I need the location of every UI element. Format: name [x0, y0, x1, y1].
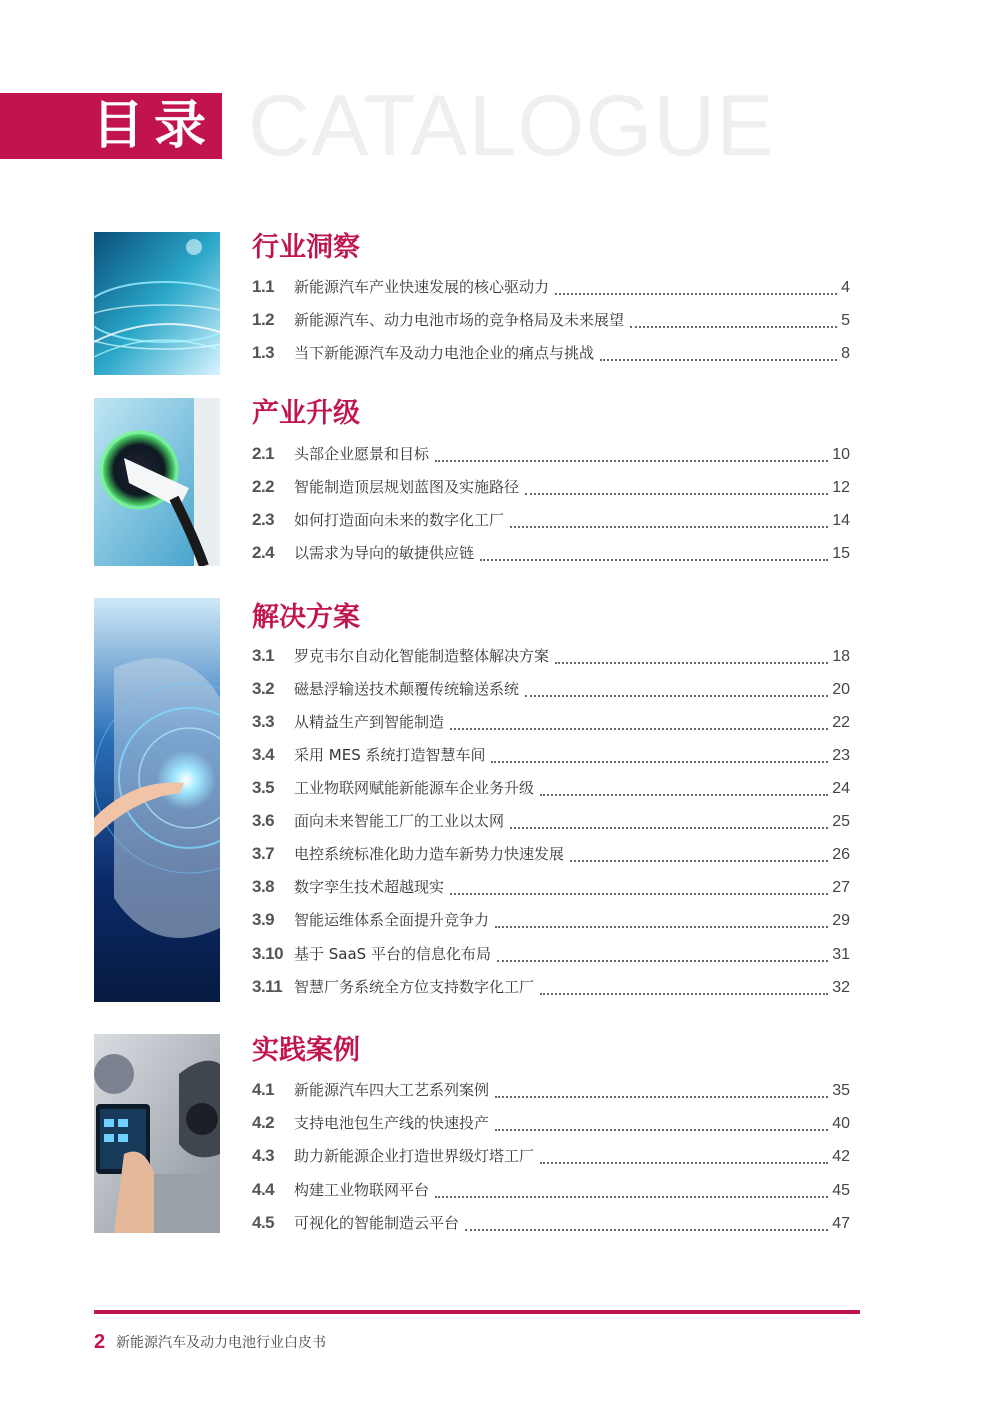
toc-section-3 [94, 598, 854, 1003]
dot-leader [450, 718, 828, 730]
toc-item-number: 4.1 [252, 1080, 275, 1099]
toc-item-page: 29 [832, 912, 850, 929]
dot-leader [510, 516, 828, 528]
toc-item-title: 面向未来智能工厂的工业以太网 [294, 812, 505, 830]
toc-item-page: 45 [832, 1182, 850, 1199]
toc-item-title: 数字孪生技术超越现实 [294, 878, 445, 896]
section-image-industry-upgrade [94, 398, 220, 566]
dot-leader [465, 1219, 828, 1231]
toc-item-page: 14 [832, 512, 850, 529]
toc-item-title: 罗克韦尔自动化智能制造整体解决方案 [294, 647, 550, 665]
toc-item-title: 新能源汽车四大工艺系列案例 [294, 1081, 490, 1099]
page-title-english: CATALOGUE [248, 78, 775, 174]
toc-item-number: 4.3 [252, 1146, 275, 1165]
section-title: 实践案例 [252, 1035, 360, 1066]
toc-item-page: 40 [832, 1115, 850, 1132]
toc-item-title: 基于 SaaS 平台的信息化布局 [294, 945, 491, 963]
section-title: 行业洞察 [252, 232, 360, 263]
toc-item-title: 工业物联网赋能新能源车企业务升级 [294, 779, 535, 797]
toc-item-title: 头部企业愿景和目标 [294, 445, 430, 463]
section-title: 解决方案 [252, 602, 360, 633]
toc-item[interactable] [252, 776, 850, 800]
toc-item[interactable] [252, 1111, 850, 1135]
toc-item-number: 3.2 [252, 679, 275, 698]
toc-item-number: 2.4 [252, 543, 275, 562]
toc-item-title: 智能制造顶层规划蓝图及实施路径 [294, 478, 520, 496]
toc-item-title: 当下新能源汽车及动力电池企业的痛点与挑战 [294, 344, 595, 362]
toc-item-number: 4.4 [252, 1180, 275, 1199]
dot-leader [540, 1152, 828, 1164]
toc-item-title: 以需求为导向的敏捷供应链 [294, 544, 475, 562]
toc-item-title: 新能源汽车、动力电池市场的竞争格局及未来展望 [294, 311, 625, 329]
toc-item-page: 5 [841, 312, 850, 329]
toc-item-number: 3.3 [252, 712, 275, 731]
toc-item-page: 10 [832, 446, 850, 463]
toc-item-page: 8 [841, 345, 850, 362]
dot-leader [540, 784, 828, 796]
toc-item-title: 从精益生产到智能制造 [294, 713, 445, 731]
toc-item[interactable] [252, 842, 850, 866]
toc-item-number: 2.1 [252, 444, 275, 463]
toc-item[interactable] [252, 1144, 850, 1168]
section-title: 产业升级 [252, 398, 360, 429]
toc-section-4 [94, 1034, 854, 1234]
dot-leader [435, 450, 828, 462]
dot-leader [480, 549, 828, 561]
toc-item-number: 3.1 [252, 646, 275, 665]
dot-leader [495, 1086, 828, 1098]
toc-item-number: 3.7 [252, 844, 275, 863]
toc-item-page: 15 [832, 545, 850, 562]
toc-item-page: 47 [832, 1215, 850, 1232]
toc-item[interactable] [252, 508, 850, 532]
page-number: 2 [94, 1331, 106, 1353]
toc-item[interactable] [252, 908, 850, 932]
dot-leader [495, 916, 828, 928]
toc-item[interactable] [252, 644, 850, 668]
toc-item-title: 构建工业物联网平台 [294, 1181, 430, 1199]
toc-item-number: 2.2 [252, 477, 275, 496]
dot-leader [540, 983, 828, 995]
toc-item[interactable] [252, 1211, 850, 1235]
document-title: 新能源汽车及动力电池行业白皮书 [116, 1335, 326, 1351]
toc-item-number: 1.3 [252, 343, 275, 362]
dot-leader [570, 850, 828, 862]
dot-leader [555, 652, 828, 664]
toc-item-page: 26 [832, 846, 850, 863]
toc-item-title: 电控系统标准化助力造车新势力快速发展 [294, 845, 565, 863]
toc-item-title: 支持电池包生产线的快速投产 [294, 1114, 490, 1132]
toc-item-page: 4 [841, 279, 850, 296]
toc-item[interactable] [252, 743, 850, 767]
toc-item-page: 42 [832, 1148, 850, 1165]
toc-item[interactable] [252, 809, 850, 833]
section-image-solutions [94, 598, 220, 1002]
dot-leader [497, 950, 828, 962]
dot-leader [510, 817, 828, 829]
toc-item-number: 3.9 [252, 910, 275, 929]
toc-item-page: 12 [832, 479, 850, 496]
toc-item-title: 可视化的智能制造云平台 [294, 1214, 460, 1232]
toc-item[interactable] [252, 275, 850, 299]
dot-leader [600, 349, 837, 361]
toc-item-number: 3.5 [252, 778, 275, 797]
toc-item[interactable] [252, 942, 850, 966]
toc-item-page: 22 [832, 714, 850, 731]
toc-item[interactable] [252, 541, 850, 565]
toc-item-page: 18 [832, 648, 850, 665]
toc-item[interactable] [252, 710, 850, 734]
dot-leader [495, 1119, 828, 1131]
toc-item-title: 磁悬浮输送技术颠覆传统输送系统 [294, 680, 520, 698]
toc-item-page: 20 [832, 681, 850, 698]
toc-item-title: 智能运维体系全面提升竞争力 [294, 911, 490, 929]
toc-item-title: 新能源汽车产业快速发展的核心驱动力 [294, 278, 550, 296]
toc-item[interactable] [252, 308, 850, 332]
dot-leader [491, 751, 828, 763]
toc-item-number: 3.4 [252, 745, 275, 764]
toc-item-number: 4.2 [252, 1113, 275, 1132]
toc-item-number: 1.2 [252, 310, 275, 329]
toc-item-page: 35 [832, 1082, 850, 1099]
toc-item-number: 3.6 [252, 811, 275, 830]
toc-item-number: 3.8 [252, 877, 275, 896]
toc-item-number: 3.11 [252, 977, 283, 996]
page-title: 目录 [92, 96, 217, 156]
dot-leader [525, 483, 828, 495]
toc-item-page: 23 [832, 747, 850, 764]
toc-item-page: 32 [832, 979, 850, 996]
toc-item[interactable] [252, 1078, 850, 1102]
toc-item-number: 2.3 [252, 510, 275, 529]
toc-item-title: 采用 MES 系统打造智慧车间 [294, 746, 486, 764]
toc-item-page: 24 [832, 780, 850, 797]
toc-item[interactable] [252, 442, 850, 466]
section-image-industry-insight [94, 232, 220, 375]
toc-item[interactable] [252, 475, 850, 499]
toc-section-2 [94, 398, 854, 568]
dot-leader [630, 316, 837, 328]
dot-leader [435, 1186, 828, 1198]
dot-leader [450, 883, 828, 895]
toc-item[interactable] [252, 975, 850, 999]
toc-item[interactable] [252, 1178, 850, 1202]
toc-item-title: 智慧厂务系统全方位支持数字化工厂 [294, 978, 535, 996]
toc-item-number: 1.1 [252, 277, 275, 296]
toc-item-page: 27 [832, 879, 850, 896]
toc-item-page: 25 [832, 813, 850, 830]
toc-item-number: 3.10 [252, 944, 284, 963]
toc-item[interactable] [252, 875, 850, 899]
toc-item-number: 4.5 [252, 1213, 275, 1232]
toc-item-title: 助力新能源企业打造世界级灯塔工厂 [294, 1147, 535, 1165]
toc-item[interactable] [252, 677, 850, 701]
dot-leader [525, 685, 828, 697]
toc-section-1 [94, 232, 854, 377]
toc-item[interactable] [252, 341, 850, 365]
footer-rule [94, 1310, 860, 1314]
dot-leader [555, 283, 837, 295]
toc-item-page: 31 [832, 946, 850, 963]
section-image-practice-cases [94, 1034, 220, 1233]
toc-item-title: 如何打造面向未来的数字化工厂 [294, 511, 505, 529]
